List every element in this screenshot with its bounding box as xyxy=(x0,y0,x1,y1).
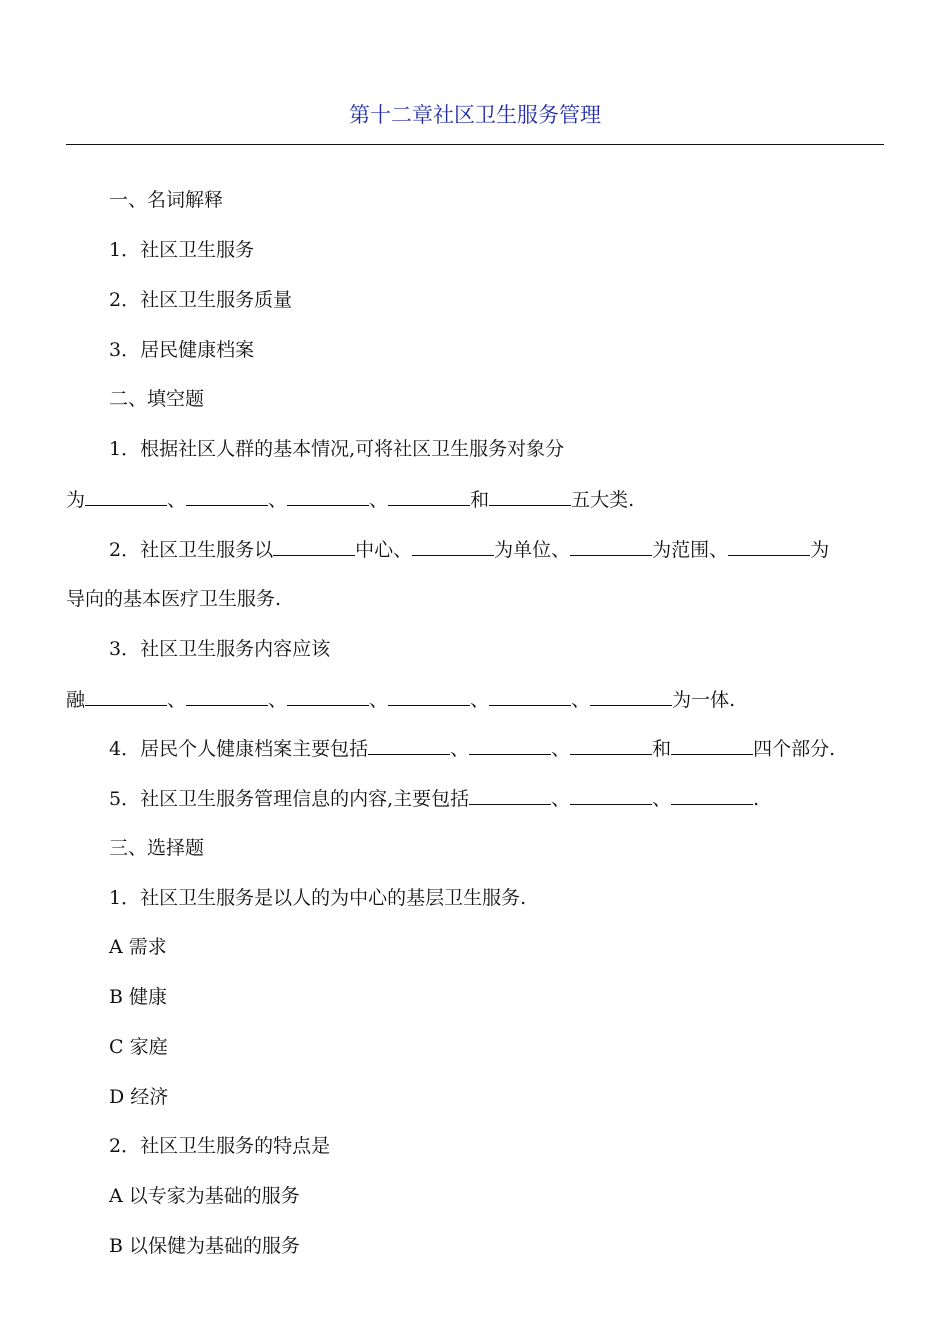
separator: 、 xyxy=(167,489,187,511)
blank-field xyxy=(469,784,551,805)
separator: 、 xyxy=(167,689,187,711)
fill-q2-part2: 为单位、 xyxy=(494,539,571,561)
blank-field xyxy=(186,685,268,706)
blank-field xyxy=(671,734,753,755)
blank-field xyxy=(590,685,672,706)
choice-q1-option-c: C 家庭 xyxy=(109,1036,168,1058)
separator: 、 xyxy=(470,689,490,711)
separator: 、 xyxy=(652,788,672,810)
fill-q1-line2 xyxy=(66,485,890,513)
blank-field xyxy=(728,535,810,556)
fill-q5-prefix: 5．社区卫生服务管理信息的内容,主要包括 xyxy=(109,788,470,810)
fill-q1-prefix: 为 xyxy=(66,489,86,511)
blank-field xyxy=(570,784,652,805)
choice-q2-option-a: A 以专家为基础的服务 xyxy=(109,1185,300,1207)
blank-field xyxy=(186,485,268,506)
fill-q1-suffix: 五大类. xyxy=(571,489,635,511)
blank-field xyxy=(671,784,753,805)
separator: 、 xyxy=(268,689,288,711)
blank-field xyxy=(388,685,470,706)
fill-q2-line1 xyxy=(66,535,890,563)
blank-field xyxy=(287,685,369,706)
section-heading-fill: 二、填空题 xyxy=(109,388,205,410)
term-item-3: 3．居民健康档案 xyxy=(109,339,255,361)
fill-q3-suffix: 为一体. xyxy=(672,689,736,711)
choice-q1-option-b: B 健康 xyxy=(109,986,168,1008)
choice-q1-option-a: A 需求 xyxy=(109,936,167,958)
fill-q4-prefix: 4．居民个人健康档案主要包括 xyxy=(109,738,369,760)
choice-q2-stem: 2．社区卫生服务的特点是 xyxy=(109,1135,331,1157)
blank-field xyxy=(273,535,355,556)
fill-q2-part3: 为范围、 xyxy=(652,539,729,561)
choice-q1-option-d: D 经济 xyxy=(109,1086,169,1108)
title-divider xyxy=(66,144,884,145)
fill-q2-part4: 为 xyxy=(810,539,830,561)
blank-field xyxy=(489,485,571,506)
fill-q2-part1: 中心、 xyxy=(355,539,413,561)
fill-q2-line2: 导向的基本医疗卫生服务. xyxy=(66,588,282,610)
separator: 、 xyxy=(571,689,591,711)
fill-q3-prefix: 融 xyxy=(66,689,86,711)
blank-field xyxy=(85,685,167,706)
conjunction: 和 xyxy=(652,738,672,760)
blank-field xyxy=(489,685,571,706)
section-heading-choice: 三、选择题 xyxy=(109,837,205,859)
fill-q4 xyxy=(66,734,890,762)
separator: 、 xyxy=(551,788,571,810)
fill-q2-prefix: 2．社区卫生服务以 xyxy=(109,539,274,561)
fill-q1-line1: 1．根据社区人群的基本情况,可将社区卫生服务对象分 xyxy=(109,438,565,460)
fill-q3-line2 xyxy=(66,685,890,713)
separator: 、 xyxy=(268,489,288,511)
separator: 、 xyxy=(369,689,389,711)
blank-field xyxy=(368,734,450,755)
fill-q5 xyxy=(66,784,890,812)
choice-q2-option-b: B 以保健为基础的服务 xyxy=(109,1235,301,1257)
choice-q1-stem: 1．社区卫生服务是以人的为中心的基层卫生服务. xyxy=(109,887,527,909)
term-item-2: 2．社区卫生服务质量 xyxy=(109,289,293,311)
page-title: 第十二章社区卫生服务管理 xyxy=(349,103,601,127)
term-item-1: 1．社区卫生服务 xyxy=(109,239,255,261)
blank-field xyxy=(412,535,494,556)
blank-field xyxy=(469,734,551,755)
blank-field xyxy=(388,485,470,506)
blank-field xyxy=(287,485,369,506)
fill-q5-suffix: . xyxy=(753,788,760,810)
fill-q4-suffix: 四个部分. xyxy=(753,738,836,760)
blank-field xyxy=(570,535,652,556)
fill-q3-line1: 3．社区卫生服务内容应该 xyxy=(109,638,331,660)
blank-field xyxy=(85,485,167,506)
separator: 、 xyxy=(551,738,571,760)
separator: 、 xyxy=(369,489,389,511)
separator: 、 xyxy=(450,738,470,760)
conjunction: 和 xyxy=(470,489,490,511)
blank-field xyxy=(570,734,652,755)
section-heading-terms: 一、名词解释 xyxy=(109,189,224,211)
